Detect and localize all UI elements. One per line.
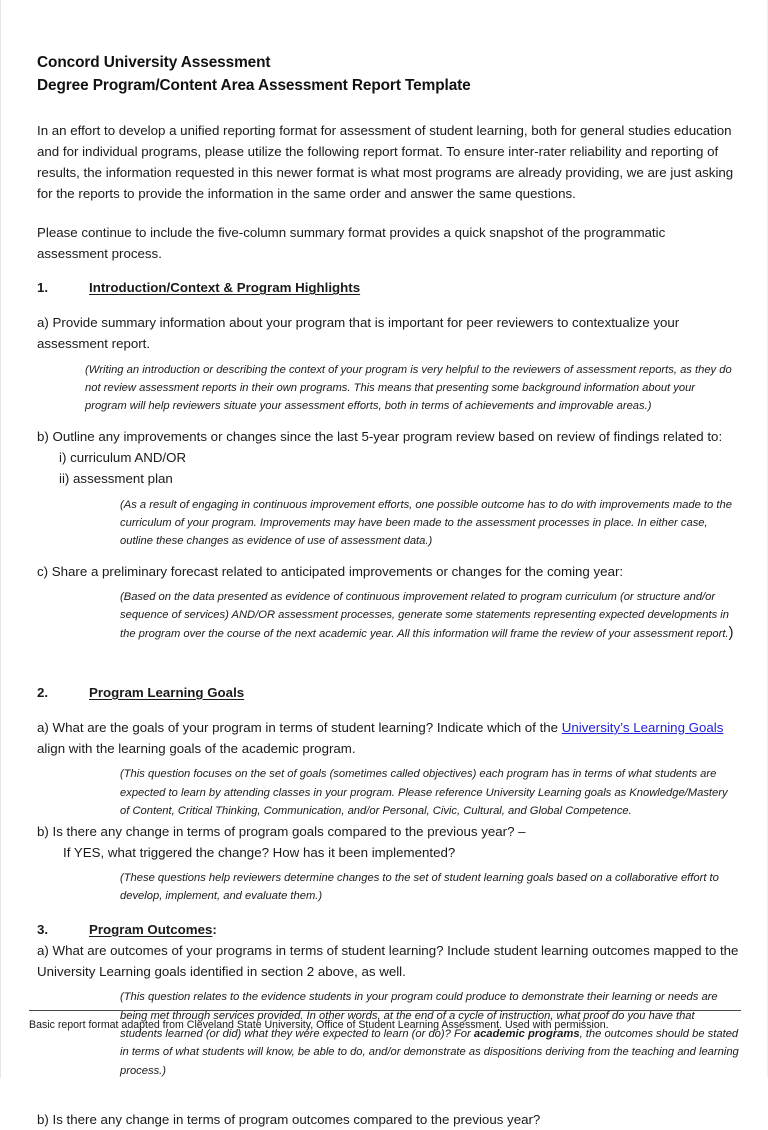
note-3a-emphasis: academic programs xyxy=(473,1027,580,1040)
note-3a-text-after: , the outcomes should be stated in terms of what students will know, be able to do, and/or demonstrate as dispositions deriving from the teaching and learning process.) xyxy=(120,1027,739,1077)
note-2b: (These questions help reviewers determine changes to the set of student learning goals based on a collaborative effort to develop, implement, and evaluate them.) xyxy=(120,872,719,903)
page-content xyxy=(37,52,739,1130)
section-heading-3 xyxy=(37,920,739,940)
note-1c-close-paren: ) xyxy=(728,623,734,641)
section-number-1: 1. xyxy=(37,280,49,296)
section-number-2: 2. xyxy=(37,684,49,700)
question-1a: a) Provide summary information about your program that is important for peer reviewers to contextualize your assessment report. xyxy=(37,315,680,352)
note-3a-text-before: (This question relates to the evidence students in your program could produce to demonstrate their learning or needs are being met through services provided. In other words, at the end of a cycle of instruction, what proof do you have that students learned (or did) what they were expected to learn (or do)? For xyxy=(120,991,718,1040)
section-title-1: Introduction/Context & Program Highlights xyxy=(89,280,361,296)
question-3a: a) What are outcomes of your programs in terms of student learning? Include student learning outcomes mapped to the University Learning goals identified in section 2 above, as well. xyxy=(37,942,739,979)
note-1c-body: (Based on the data presented as evidence of continuous improvement related to program curriculum (or structure and/or sequence of services) AND/OR assessment processes, generate some statements representing expected developments in the program over the course of the next academic year. All this information will frame the review of your assessment report. xyxy=(120,590,729,640)
title-line-2: Degree Program/Content Area Assessment Report Template xyxy=(37,76,471,94)
note-1b: (As a result of engaging in continuous improvement efforts, one possible outcome has to do with improvements made to the curriculum of your program. Improvements may have been made to the assessment processes in place. In either case, outline these changes as evidence of use of assessment data.) xyxy=(120,498,732,548)
title-line-1: Concord University Assessment xyxy=(37,54,271,71)
question-2a-text-after: align with the learning goals of the academic program. xyxy=(37,741,356,757)
section-number-3: 3. xyxy=(37,921,49,937)
section-heading-2 xyxy=(37,683,739,703)
page-footer xyxy=(29,1010,741,1034)
question-1b: b) Outline any improvements or changes since the last 5-year program review based on review of findings related to: xyxy=(37,428,723,444)
question-1c: c) Share a preliminary forecast related to anticipated improvements or changes for the coming year: xyxy=(37,563,624,579)
footer-divider xyxy=(29,1010,741,1011)
section-title-2: Program Learning Goals xyxy=(89,684,245,700)
note-1c xyxy=(37,588,739,643)
note-1a: (Writing an introduction or describing the context of your program is very helpful to the reviewers of assessment reports, as they do not review assessment reports in their own programs. This means that presenting some background information about your program will help reviewers situate your assessment efforts, both in terms of achievements and improvable areas.) xyxy=(85,363,732,413)
question-1b-ii: ii) assessment plan xyxy=(59,471,173,487)
note-2a: (This question focuses on the set of goals (sometimes called objectives) each program has in terms of what students are expected to learn by attending classes in your program. Please reference University Learning goals as Knowledge/Mastery of Content, Critical Thinking, Communication, and/or Personal, Civic, Cultural, and Global Competence. xyxy=(120,768,728,818)
question-3b: b) Is there any change in terms of program outcomes compared to the previous year? xyxy=(37,1112,541,1128)
note-3a xyxy=(37,988,739,1080)
intro-paragraph-2: Please continue to include the five-column summary format provides a quick snapshot of the programmatic assessment process. xyxy=(37,224,666,261)
section-title-3: Program Outcomes xyxy=(89,921,213,937)
question-1b-i: i) curriculum AND/OR xyxy=(59,450,187,465)
question-2a-text-before: a) What are the goals of your program in terms of student learning? Indicate which of the xyxy=(37,719,562,735)
intro-paragraph-1: In an effort to develop a unified reporting format for assessment of student learning, both for general studies education and for individual programs, please utilize the following report format. To ensure inter-rater reliability and reporting of results, the information requested in this newer format is what most programs are already providing, we are just asking for the reports to provide the information in the same order and answer the same questions. xyxy=(37,122,734,202)
question-2a xyxy=(37,717,739,760)
footer-attribution: Basic report format adapted from Cleveland State University, Office of Student Learning Assessment. Used with permission. xyxy=(29,1019,609,1032)
question-2b-sub: If YES, what triggered the change? How has it been implemented? xyxy=(63,844,456,860)
university-learning-goals-link[interactable]: University’s Learning Goals xyxy=(561,719,724,735)
page-title xyxy=(37,52,739,98)
section-heading-1 xyxy=(37,278,739,298)
section-title-3-trailing: : xyxy=(212,921,217,937)
question-2b: b) Is there any change in terms of program goals compared to the previous year? – xyxy=(37,823,526,839)
